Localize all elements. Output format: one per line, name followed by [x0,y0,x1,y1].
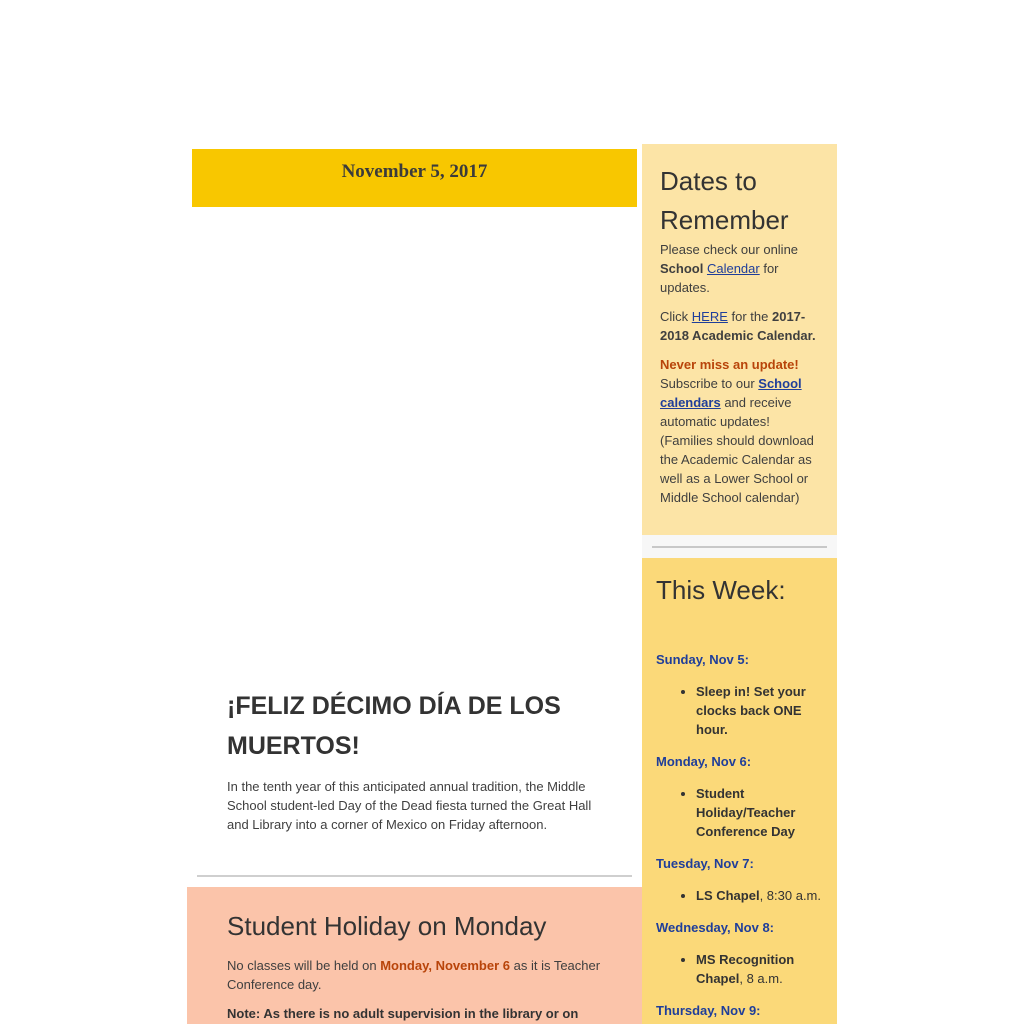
academic-calendar-paragraph [660,307,825,345]
right-divider [652,546,827,548]
event-time: , 8 a.m. [739,971,783,986]
academic-calendar-label: 2017-2018 Academic Calendar. [660,309,816,343]
event-item [696,886,836,905]
calendar-paragraph [660,240,825,297]
holiday-note: Note: As there is no adult supervision in the library or on [227,1006,579,1021]
week-title: This Week: [656,575,786,605]
day-label-wednesday: Wednesday, Nov 8: [656,920,774,935]
for-the-text: for the [727,309,772,324]
feature-title: ¡FELIZ DÉCIMO DÍA DE LOS MUERTOS! [227,692,561,760]
here-link[interactable]: HERE [691,309,728,324]
newsletter-date: November 5, 2017 [341,161,488,182]
event-item [696,784,836,841]
event-title: Sleep in! Set your clocks back ONE hour. [696,684,806,737]
school-calendars-link[interactable]: School calendars [660,376,802,410]
event-title: MS Recognition Chapel [696,952,795,986]
calendar-link[interactable]: Calendar [706,261,760,276]
day-label-monday: Monday, Nov 6: [656,754,752,769]
holiday-text-end: as it is Teacher Conference day. [227,958,601,992]
day-events-monday [682,784,836,841]
day-label-tuesday: Tuesday, Nov 7: [656,856,754,871]
subscribe-text: Subscribe to our [660,376,759,391]
calendar-text-end: for updates. [660,261,779,295]
never-miss-alert: Never miss an update! [660,357,799,372]
school-word: School [660,261,707,276]
holiday-section [187,887,642,1024]
dates-to-remember [642,144,837,535]
event-title: LS Chapel [696,888,760,903]
section-divider [197,875,632,877]
day-events-tuesday [682,886,836,905]
event-title: Student Holiday/Teacher Conference Day [696,786,796,839]
dates-title: Dates to Remember [660,166,789,235]
this-week [642,558,837,1024]
subscribe-paragraph [660,355,825,507]
feature-image [192,207,637,677]
holiday-date: Monday, November 6 [380,958,510,973]
feature-body: In the tenth year of this anticipated annual tradition, the Middle School student-led Day of the Dead fiesta turned the Great Hall and Library into a corner of Mexico on Friday afternoon. [227,779,592,832]
holiday-text [227,956,607,994]
event-time: , 8:30 a.m. [759,888,821,903]
holiday-title: Student Holiday on Monday [227,911,547,941]
day-events-wednesday [682,950,836,988]
day-events-sunday [682,682,836,739]
calendar-text: Please check our online [660,242,799,257]
day-label-sunday: Sunday, Nov 5: [656,652,749,667]
day-label-thursday: Thursday, Nov 9: [656,1003,761,1018]
event-item [696,950,836,988]
event-item [696,682,836,739]
click-text: Click [660,309,692,324]
subscribe-text-end: and receive automatic updates! (Families should download the Academic Calendar as well as a Lower School or Middle School calendar) [660,395,814,505]
holiday-text-start: No classes will be held on [227,958,381,973]
date-banner [192,149,637,207]
